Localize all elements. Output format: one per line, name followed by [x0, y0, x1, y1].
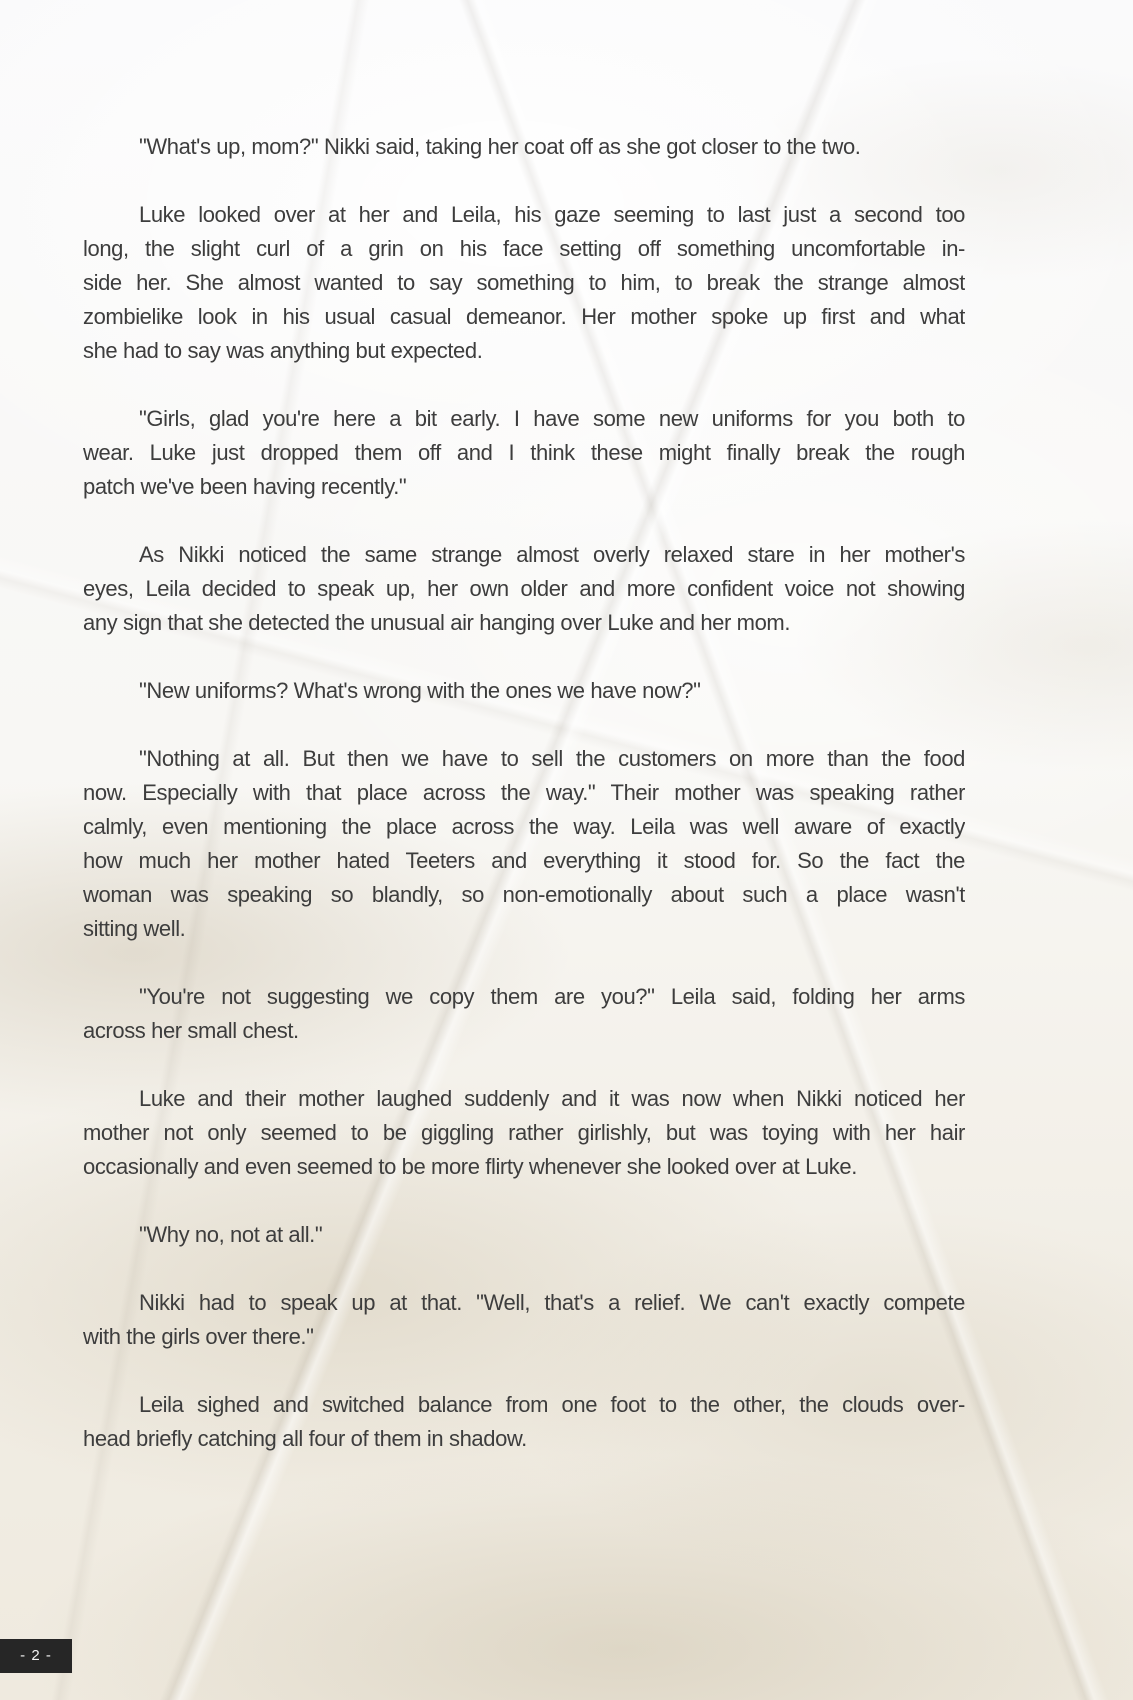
text-line: As Nikki noticed the same strange almost overly relaxed stare in her mother's: [139, 542, 965, 567]
text-line: calmly, even mentioning the place across the way. Leila was well aware of exactly: [83, 814, 965, 839]
paragraph: [83, 1286, 965, 1354]
text-line: with the girls over there.": [83, 1324, 314, 1349]
text-line: head briefly catching all four of them in shadow.: [83, 1426, 527, 1451]
text-line: sitting well.: [83, 916, 186, 941]
paragraph: [83, 980, 965, 1048]
paragraph: [83, 742, 965, 946]
paragraph: [83, 538, 965, 640]
text-line: she had to say was anything but expected.: [83, 338, 483, 363]
text-line: eyes, Leila decided to speak up, her own older and more confident voice not showing: [83, 576, 965, 601]
text-line: across her small chest.: [83, 1018, 299, 1043]
paragraph: [83, 130, 965, 164]
paragraph: [83, 402, 965, 504]
text-line: side her. She almost wanted to say something to him, to break the strange almost: [83, 270, 965, 295]
text-line: Luke looked over at her and Leila, his gaze seeming to last just a second too: [139, 202, 965, 227]
text-line: mother not only seemed to be giggling rather girlishly, but was toying with her hair: [83, 1120, 965, 1145]
text-line: woman was speaking so blandly, so non-emotionally about such a place wasn't: [83, 882, 965, 907]
text-line: "Nothing at all. But then we have to sell the customers on more than the food: [139, 746, 965, 771]
text-line: "What's up, mom?" Nikki said, taking her coat off as she got closer to the two.: [139, 134, 861, 159]
text-line: occasionally and even seemed to be more flirty whenever she looked over at Luke.: [83, 1154, 857, 1179]
text-line: Luke and their mother laughed suddenly and it was now when Nikki noticed her: [139, 1086, 965, 1111]
paragraph: [83, 1388, 965, 1456]
text-line: now. Especially with that place across the way." Their mother was speaking rather: [83, 780, 965, 805]
text-line: zombielike look in his usual casual demeanor. Her mother spoke up first and what: [83, 304, 965, 329]
paragraph: [83, 198, 965, 368]
text-line: Leila sighed and switched balance from one foot to the other, the clouds over-: [139, 1392, 965, 1417]
paragraph: [83, 674, 965, 708]
text-line: "Why no, not at all.": [139, 1222, 323, 1247]
story-text: [83, 130, 965, 1490]
text-line: "You're not suggesting we copy them are you?" Leila said, folding her arms: [139, 984, 965, 1009]
text-line: "New uniforms? What's wrong with the ones we have now?": [139, 678, 701, 703]
text-line: long, the slight curl of a grin on his face setting off something uncomfortable in-: [83, 236, 965, 261]
text-line: Nikki had to speak up at that. "Well, that's a relief. We can't exactly compete: [139, 1290, 965, 1315]
text-line: "Girls, glad you're here a bit early. I have some new uniforms for you both to: [139, 406, 965, 431]
text-line: how much her mother hated Teeters and everything it stood for. So the fact the: [83, 848, 965, 873]
paragraph: [83, 1218, 965, 1252]
text-line: patch we've been having recently.": [83, 474, 407, 499]
text-line: any sign that she detected the unusual air hanging over Luke and her mom.: [83, 610, 791, 635]
paragraph: [83, 1082, 965, 1184]
text-line: wear. Luke just dropped them off and I think these might finally break the rough: [83, 440, 965, 465]
page-number-badge: - 2 -: [0, 1639, 72, 1673]
